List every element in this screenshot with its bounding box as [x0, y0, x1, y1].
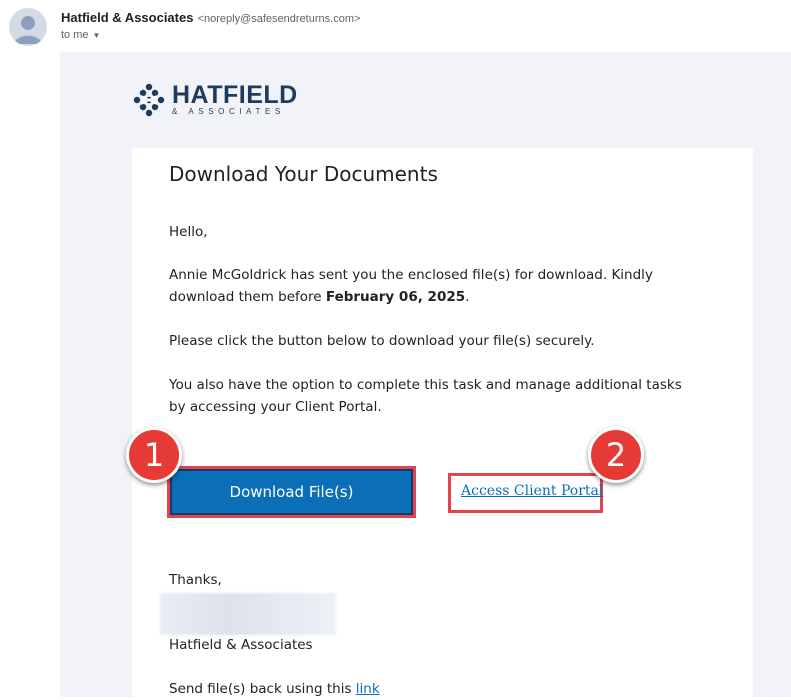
paragraph-instructions: Please click the button below to download your file(s) securely.	[169, 333, 595, 349]
send-back-link[interactable]: link	[355, 681, 380, 697]
signature-company: Hatfield & Associates	[169, 637, 313, 653]
recipient-toggle[interactable]	[61, 29, 100, 41]
redacted-signature-name	[160, 593, 336, 635]
sender-name[interactable]: Hatfield & Associates	[61, 10, 194, 25]
logo-brand: HATFIELD	[172, 81, 298, 109]
sender-address: <noreply@safesendreturns.com>	[197, 13, 361, 25]
sender-line	[61, 9, 360, 28]
message-card	[132, 148, 753, 697]
caret-down-icon: ▼	[92, 31, 101, 40]
download-files-button[interactable]: Download File(s)	[170, 469, 413, 515]
paragraph-text: Annie McGoldrick has sent you the enclosed file(s) for download. Kindly download them before	[169, 267, 653, 305]
due-date: February 06, 2025	[325, 289, 466, 305]
greeting: Hello,	[169, 224, 208, 240]
email-body	[60, 52, 791, 697]
access-client-portal-link[interactable]: Access Client Portal	[461, 483, 604, 499]
paragraph-download-notice	[169, 264, 689, 308]
recipient-text: to me	[61, 29, 89, 41]
paragraph-end: .	[465, 289, 470, 305]
sender-avatar[interactable]	[9, 8, 47, 46]
email-title: Download Your Documents	[169, 162, 438, 186]
logo-tagline: & ASSOCIATES	[172, 107, 285, 116]
thanks-line: Thanks,	[169, 572, 222, 588]
paragraph-portal-option: You also have the option to complete this task and manage additional tasks by accessing your Client Portal.	[169, 377, 682, 415]
send-back-text: Send file(s) back using this	[169, 681, 356, 697]
person-icon	[9, 8, 47, 46]
annotation-badge-1: 1	[126, 427, 182, 483]
annotation-badge-2: 2	[588, 427, 644, 483]
logo-mark-icon	[132, 83, 166, 117]
company-logo	[132, 81, 298, 116]
